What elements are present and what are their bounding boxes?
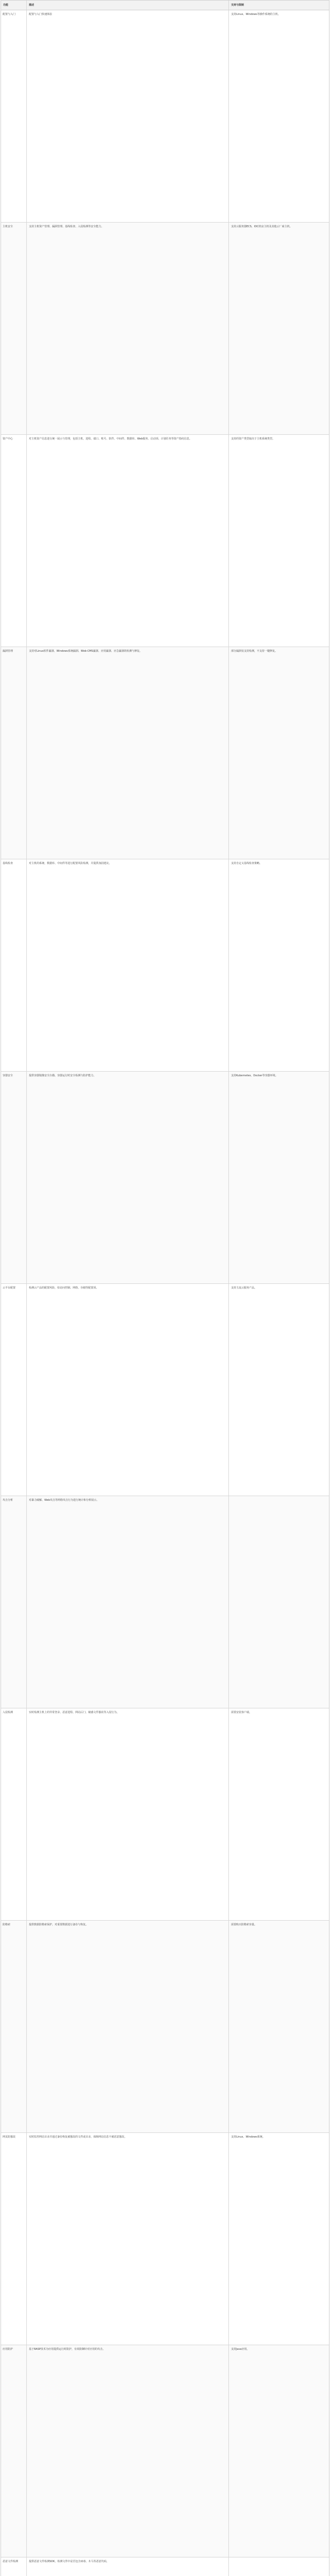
row-support: 支持Linux、Windows等操作系统的主机。 [231,13,280,16]
row-description: 对暴力破解、Web攻击等网络攻击行为进行统计和分析展示。 [27,1496,229,1708]
row-description: 支持主机资产管理、漏洞管理、基线检查、入侵检测等安全能力。 [27,223,229,434]
row-function: 恶意文件检测 [1,2557,27,2576]
row-function: 防勒索 [1,1921,27,2132]
row-function: 主机安全 [1,223,27,434]
table-row [1,1072,329,1284]
row-description: 基于RASP技术为应用提供运行时防护，有效防御针对应用的攻击。 [27,2345,229,2557]
row-description: 提供容器镜像安全扫描、容器运行时安全检测与防护能力。 [27,1072,229,1283]
row-description: 支持对Linux软件漏洞、Windows系统漏洞、Web-CMS漏洞、应用漏洞、应急漏洞的检测与修复。 [27,647,229,859]
table-body [1,10,329,2576]
table-row [1,1708,329,1921]
table-row [1,647,329,859]
row-description: 提供数据防勒索保护，对重要数据进行备份与恢复。 [27,1921,229,2132]
row-description: 提供恶意文件检测SDK，检测文件中是否包含病毒、木马等恶意代码。 [27,2557,229,2576]
table-row [1,859,329,1072]
table-header [1,1,329,10]
table-row [1,223,329,435]
table-row [1,2557,329,2576]
row-support: 支持云服务器ECS，IDC机房主机及其他云厂商主机。 [231,225,292,228]
row-function: 漏洞管理 [1,647,27,859]
row-description: 配置与入门快速体验 [27,10,229,222]
row-function: 资产中心 [1,435,27,647]
row-function: 网页防篡改 [1,2133,27,2345]
row-description: 实时检测主机上的异常登录、恶意进程、网站后门、敏感文件篡改等入侵行为。 [27,1708,229,1920]
row-function: 基线检查 [1,859,27,1071]
row-description: 对主机资产信息进行统一展示与管理，包括主机、进程、端口、账号、软件、中间件、数据库、Web服务、启动项、计划任务等资产指纹信息。 [27,435,229,647]
table-row [1,1496,329,1708]
table-row [1,2345,329,2557]
row-support: 支持主流云服务产品。 [231,1286,257,1290]
row-support [229,1496,329,1708]
table-row [1,1921,329,2133]
row-support: 支持自定义基线检查策略。 [231,862,262,865]
row-description: 对主机的系统、数据库、中间件等进行配置风险检测，并提供加固建议。 [27,859,229,1071]
feature-table [1,0,329,2576]
row-function: 攻击分析 [1,1496,27,1708]
row-function: 入侵检测 [1,1708,27,1920]
header-function: 功能 [1,1,27,10]
header-support: 支持与限制 [231,4,244,7]
row-function: 云平台配置 [1,1284,27,1496]
row-support: 支持Kubernetes、Docker等容器环境。 [231,1074,278,1077]
row-function: 容器安全 [1,1072,27,1283]
row-description: 检测云产品的配置风险，如访问控制、网络、存储等配置项。 [27,1284,229,1496]
row-support: 部分漏洞仅支持检测，不支持一键修复。 [231,650,278,653]
row-support: 需要安装客户端。 [231,1711,252,1714]
row-function: 应用防护 [1,2345,27,2557]
header-description: 描述 [27,1,229,10]
row-support: 支持Linux、Windows系统。 [231,2136,265,2139]
row-support: 支持的资产类型取决于主机系统类型。 [231,437,275,440]
row-description: 实时监控网站目录并通过备份恢复被篡改的文件或目录，保障网站信息不被恶意篡改。 [27,2133,229,2345]
table-row [1,10,329,223]
table-row [1,435,329,647]
row-support: 支持Java应用。 [231,2348,250,2351]
row-function: 配置与入门 [1,10,27,222]
table-row [1,2133,329,2345]
table-row [1,1284,329,1496]
row-support [229,2557,329,2576]
row-support: 需要购买防勒索容量。 [231,1923,257,1926]
